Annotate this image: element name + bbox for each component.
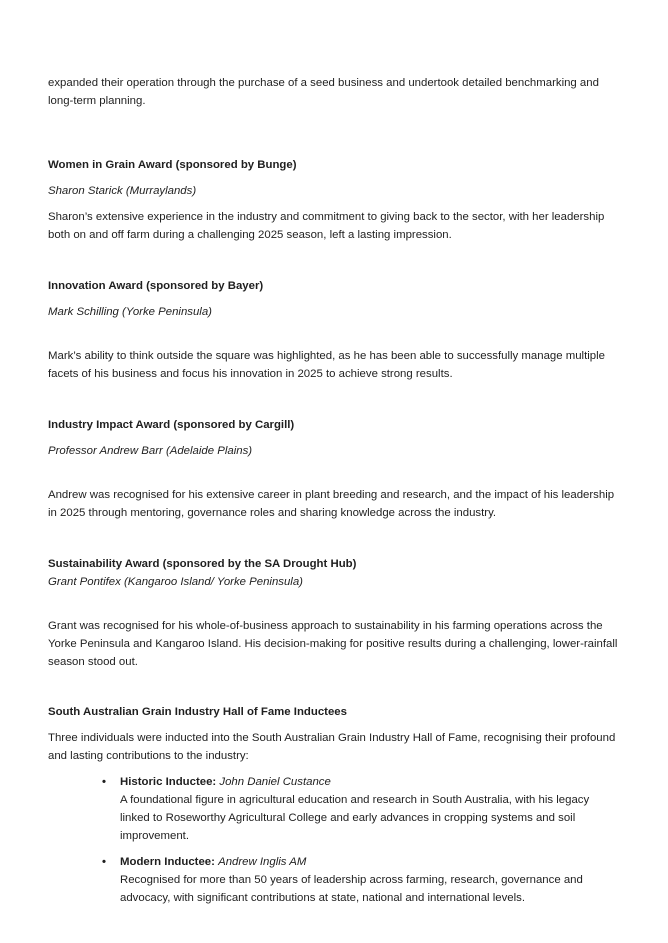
inductee-description: Recognised for more than 50 years of leadership across farming, research, governance and advocacy, with significant contributions at state, national and international levels.	[120, 874, 583, 904]
inductee-label: Historic Inductee:	[120, 776, 217, 788]
award-title: Sustainability Award (sponsored by the SA Drought Hub)	[48, 558, 357, 570]
list-item	[102, 853, 620, 907]
award-industry-impact	[48, 416, 620, 522]
award-sustainability	[48, 555, 620, 671]
award-innovation	[48, 277, 620, 383]
document-page	[48, 74, 620, 915]
award-title: Industry Impact Award (sponsored by Cargill)	[48, 419, 295, 431]
bullet-icon: •	[102, 856, 106, 868]
award-description: Grant was recognised for his whole-of-business approach to sustainability in his farming operations across the Yorke Peninsula and Kangaroo Island. His decision-making for positive results during a challenging, lower-rainfall season stood out.	[48, 620, 618, 668]
intro-paragraph: expanded their operation through the purchase of a seed business and undertook detailed benchmarking and long-term planning.	[48, 77, 599, 107]
award-winner: Grant Pontifex (Kangaroo Island/ Yorke Peninsula)	[48, 576, 303, 588]
inductee-name: John Daniel Custance	[219, 776, 331, 788]
award-winner: Professor Andrew Barr (Adelaide Plains)	[48, 445, 253, 457]
award-description: Mark’s ability to think outside the square was highlighted, as he has been able to successfully manage multiple facets of his business and focus his innovation in 2025 to achieve strong results.	[48, 350, 605, 380]
inductee-label: Modern Inductee:	[120, 856, 215, 868]
inductee-name: Andrew Inglis AM	[218, 856, 307, 868]
award-winner: Mark Schilling (Yorke Peninsula)	[48, 306, 212, 318]
inductee-description: A foundational figure in agricultural education and research in South Australia, with his legacy linked to Roseworthy Agricultural College and early advances in cropping systems and soil improvement.	[120, 794, 590, 842]
award-winner: Sharon Starick (Murraylands)	[48, 185, 197, 197]
bullet-icon: •	[102, 776, 106, 788]
section-title: South Australian Grain Industry Hall of Fame Inductees	[48, 706, 347, 718]
award-title: Innovation Award (sponsored by Bayer)	[48, 280, 264, 292]
inductee-list	[48, 773, 620, 907]
award-description: Sharon’s extensive experience in the industry and commitment to giving back to the sector, with her leadership both on and off farm during a challenging 2025 season, left a lasting impression.	[48, 211, 605, 241]
award-women-in-grain	[48, 156, 620, 244]
section-intro: Three individuals were inducted into the South Australian Grain Industry Hall of Fame, recognising their profound and lasting contributions to the industry:	[48, 732, 616, 762]
hall-of-fame-section	[48, 703, 620, 907]
list-item	[102, 773, 620, 845]
award-title: Women in Grain Award (sponsored by Bunge)	[48, 159, 297, 171]
award-description: Andrew was recognised for his extensive career in plant breeding and research, and the impact of his leadership in 2025 through mentoring, governance roles and sharing knowledge across the industry.	[48, 489, 615, 519]
